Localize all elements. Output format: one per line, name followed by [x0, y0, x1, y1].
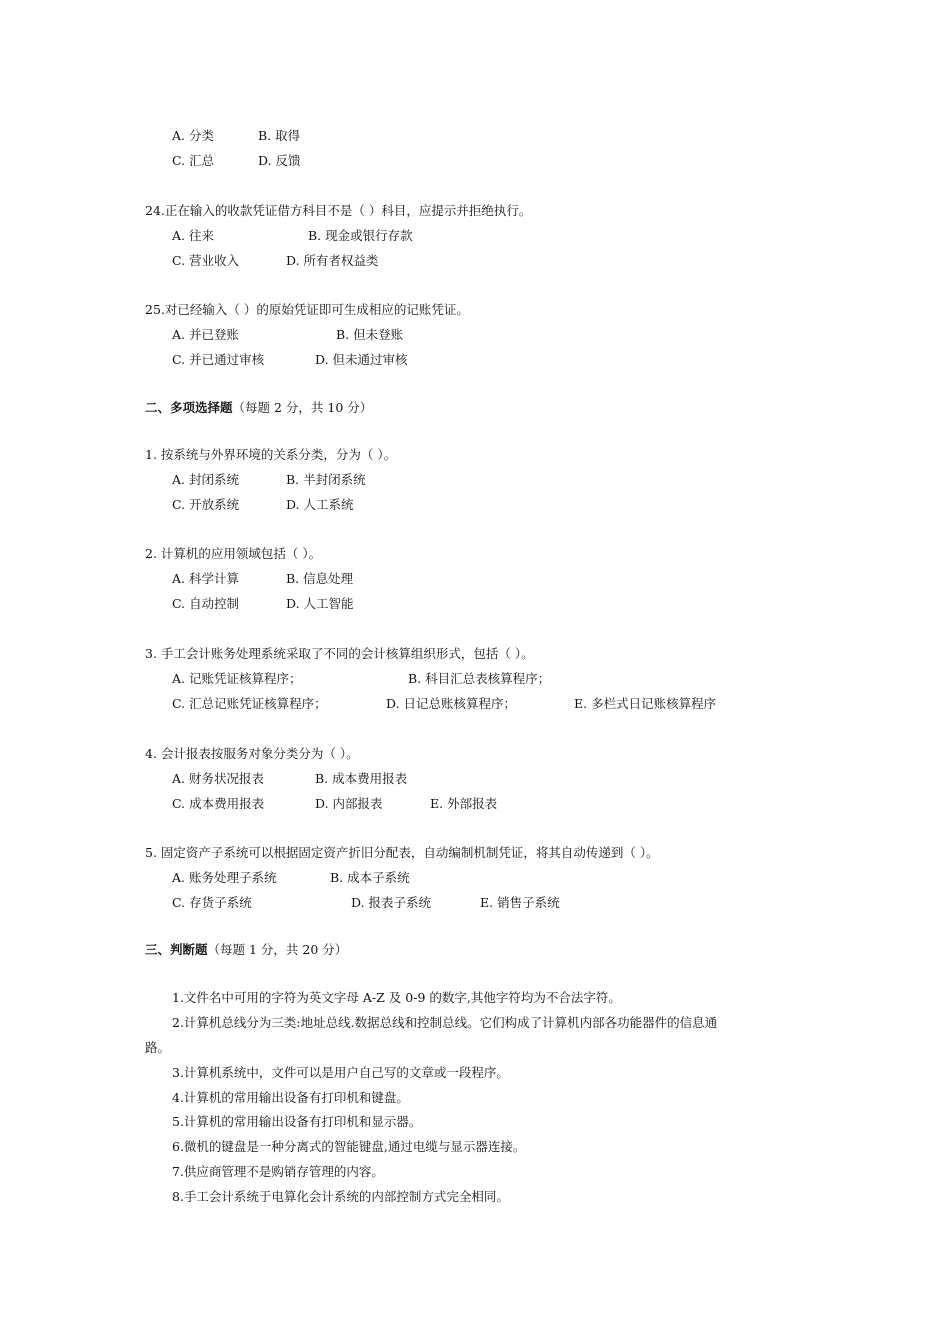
- multi-question-2-stem: 2. 计算机的应用领域包括（ ）。: [145, 546, 322, 561]
- statement-6: 6.微机的键盘是一种分离式的智能键盘,通过电缆与显示器连接。: [172, 1139, 526, 1154]
- option-a: A. 科学计算: [172, 571, 239, 586]
- option-a: A. 并已登账: [172, 327, 239, 342]
- option-c: C. 成本费用报表: [172, 796, 265, 811]
- option-d: D. 人工系统: [286, 497, 354, 512]
- option-a: A. 记账凭证核算程序；: [172, 671, 302, 686]
- multi-question-5-stem: 5. 固定资产子系统可以根据固定资产折旧分配表，自动编制机制凭证，将其自动传递到（ ）。: [145, 845, 659, 860]
- option-c: C. 汇总: [172, 153, 215, 168]
- option-c: C. 自动控制: [172, 596, 240, 611]
- option-b: B. 成本费用报表: [315, 771, 408, 786]
- option-a: A. 往来: [172, 228, 214, 243]
- option-b: B. 信息处理: [286, 571, 354, 586]
- option-a: A. 财务状况报表: [172, 771, 264, 786]
- option-b: B. 但未登账: [336, 327, 404, 342]
- option-a: A. 分类: [172, 128, 214, 143]
- option-d: D. 内部报表: [315, 796, 383, 811]
- statement-2: 2.计算机总线分为三类:地址总线.数据总线和控制总线。它们构成了计算机内部各功能器件的信息通: [172, 1015, 718, 1030]
- option-d: D. 所有者权益类: [286, 253, 379, 268]
- statement-2-continuation: 路。: [145, 1040, 171, 1055]
- section-3-heading: [145, 942, 347, 958]
- option-b: B. 现金或银行存款: [308, 228, 413, 243]
- option-c: C. 营业收入: [172, 253, 240, 268]
- section-2-title: 二、多项选择题: [145, 400, 233, 415]
- option-b: B. 取得: [258, 128, 301, 143]
- option-b: B. 科目汇总表核算程序；: [408, 671, 551, 686]
- statement-7: 7.供应商管理不是购销存管理的内容。: [172, 1164, 384, 1179]
- statement-5: 5.计算机的常用输出设备有打印机和显示器。: [172, 1114, 422, 1129]
- option-b: B. 半封闭系统: [286, 472, 366, 487]
- option-e: E. 销售子系统: [480, 895, 560, 910]
- statement-8: 8.手工会计系统于电算化会计系统的内部控制方式完全相同。: [172, 1189, 509, 1204]
- section-2-note: （每题 2 分，共 10 分）: [232, 400, 373, 415]
- option-b: B. 成本子系统: [330, 870, 410, 885]
- multi-question-1-stem: 1. 按系统与外界环境的关系分类，分为（ ）。: [145, 447, 397, 462]
- statement-1: 1.文件名中可用的字符为英文字母 A-Z 及 0-9 的数字,其他字符均为不合法字符。: [172, 990, 621, 1005]
- option-d: D. 报表子系统: [351, 895, 432, 910]
- statement-3: 3.计算机系统中，文件可以是用户自己写的文章或一段程序。: [172, 1065, 509, 1080]
- section-3-note: （每题 1 分，共 20 分）: [207, 942, 348, 957]
- multi-question-3-stem: 3. 手工会计账务处理系统采取了不同的会计核算组织形式，包括（ ）。: [145, 646, 534, 661]
- option-c: C. 开放系统: [172, 497, 240, 512]
- section-3-title: 三、判断题: [145, 942, 208, 957]
- option-e: E. 外部报表: [430, 796, 498, 811]
- option-e: E. 多栏式日记账核算程序: [574, 696, 717, 711]
- option-c: C. 存货子系统: [172, 895, 252, 910]
- option-d: D. 日记总账核算程序；: [386, 696, 517, 711]
- question-25-stem: 25.对已经输入（ ）的原始凭证即可生成相应的记账凭证。: [145, 302, 469, 317]
- option-d: D. 反馈: [258, 153, 301, 168]
- option-d: D. 人工智能: [286, 596, 354, 611]
- option-a: A. 封闭系统: [172, 472, 239, 487]
- option-c: C. 并已通过审核: [172, 352, 265, 367]
- multi-question-4-stem: 4. 会计报表按服务对象分类分为（ ）。: [145, 746, 359, 761]
- section-2-heading: [145, 400, 372, 416]
- option-d: D. 但未通过审核: [315, 352, 408, 367]
- option-c: C. 汇总记账凭证核算程序；: [172, 696, 327, 711]
- question-24-stem: 24.正在输入的收款凭证借方科目不是（ ）科目，应提示并拒绝执行。: [145, 203, 532, 218]
- option-a: A. 账务处理子系统: [172, 870, 277, 885]
- statement-4: 4.计算机的常用输出设备有打印机和键盘。: [172, 1090, 409, 1105]
